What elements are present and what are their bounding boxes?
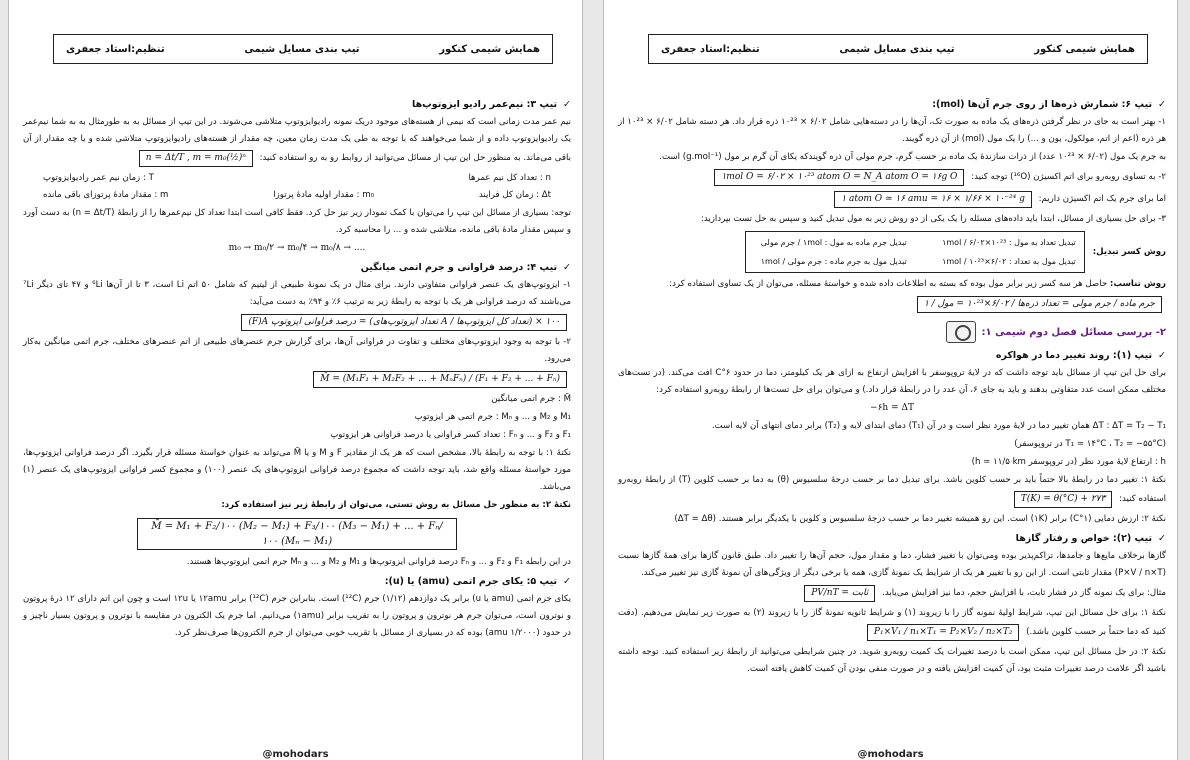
- kelvin-formula: T(K) = θ(°C) + ۲۷۳: [1014, 491, 1113, 508]
- tip5-title: ✓تیپ ۵: یکای جرم اتمی (amu) یا (u):: [384, 576, 571, 587]
- tip4-paragraph1: ۱- ایزوتوپ‌های یک عنصر فراوانی متفاوتی دارند. برای مثال در یک نمونهٔ طبیعی از لیتیم که شامل ۵۰ اتم Li است، ۳ تا از آن‌ها ⁶Li و ۴۷ تای دیگر ⁷Li می‌باشند که درصد فراوانی هر یک با توجه به رابطهٔ زیر به ترتیب ۶٪ و ۹۴٪ به دست می‌آید:: [23, 280, 572, 307]
- half-life-sequence: m₀ → m₀/۲ → m₀/۴ → m₀/۸ → ....: [228, 243, 366, 253]
- tip1-legend1: ΔT : ΔT = T₂ − T₁ همان تغییر دما در لایهٔ مورد نظر است و در آن (T₁) دمای ابتدای لایه و (T₂) برابر دمای انتهای آن لایه است.: [711, 421, 1166, 431]
- page-footer: @mohodars: [857, 749, 924, 760]
- header-left-title: همایش شیمی کنکور: [439, 43, 540, 55]
- tip1-title: ✓تیپ (۱): روند تغییر دما در هواکره: [995, 350, 1166, 361]
- tip4-legend1: M̄ : جرم اتمی میانگین: [491, 394, 571, 404]
- tip6-title: ✓تیپ ۶: شمارش ذره‌ها از روی جرم آن‌ها (mol):: [932, 99, 1166, 110]
- tip4-note2: نکتهٔ ۲: به منظور حل مسائل به روش تستی، می‌توان از رابطهٔ زیر نیز استفاده کرد:: [221, 500, 571, 510]
- tip3-title: ✓تیپ ۳: نیم‌عمر رادیو ایزوتوپ‌ها: [412, 99, 571, 110]
- atom-mass-formula: ۱ atom O ≃ ۱۶ amu = ۱۶ × ۱/۶۶ × ۱۰⁻²⁴ g: [834, 191, 1032, 208]
- proportion-method: روش تناسب: حاصل هر سه کسر زیر برابر مول بوده که بسته به اطلاعات داده شده و خواستهٔ مسئله، می‌توان از یک تساوی استفاده کرد:: [669, 279, 1166, 289]
- tip6-paragraph5: ۳- برای حل بسیاری از مسائل، ابتدا باید داده‌های مسئله را یک یکی از دو روش زیر به مول تبدیل کنید و سپس به حل تست بپردازید:: [700, 214, 1166, 224]
- page-footer: @mohodars: [262, 749, 329, 760]
- tip2-note1: نکتهٔ ۱: برای حل مسائل این تیپ، شرایط اولیهٔ نمونه گاز را با زیروند (۱) و شرایط ثانویه نمونهٔ گاز را با زیروند (۲) به صورت زیر نمایش می‌دهیم. (دقت کنید که دما حتماً بر حسب کلوین باشد.) P₁×V₁ / n₁×T₁ = P₂×V₂ / n₂×T₂: [618, 605, 1166, 643]
- gas-constant-formula: PV/nT = ثابت: [804, 585, 875, 602]
- shortcut-formula: M̄ = M₁ + F₂/۱۰۰ (M₂ − M₁) + F₃/۱۰۰ (M₃ − M₁) + ... + Fₙ/۱۰۰ (Mₙ − M₁): [137, 518, 457, 550]
- tip2-note2: نکتهٔ ۲: در حل مسائل این تیپ، ممکن است با درصد تغییرات یک کمیت روبه‌رو شوید. در چنین شرایطی می‌توانید از رابطهٔ زیر استفاده کنید. توجه داشته باشید اگر علامت درصد تغییرات مثبت بود، آن کمیت افزایش یافته و در صورت منفی بودن آن کمیت کاهش یافته است.: [618, 647, 1166, 674]
- conversion-method: [618, 229, 1166, 275]
- page-header: [648, 34, 1148, 64]
- tip1-legend3: h : ارتفاع لایهٔ مورد نظر (در تروپوسفر h ≃ ۱۱/۵ km): [971, 457, 1166, 467]
- magnifier-book-icon: [946, 321, 976, 343]
- chapter-section-heading: ۲- بررسی مسائل فصل دوم شیمی ۱:: [618, 321, 1166, 343]
- tip5-paragraph: یکای جرم اتمی (amu یا u) برابر یک دوازدهم (۱/۱۲) جرم (¹²C) است. بنابراین جرم (¹²C) برابر ۱۲amu یا ۱۲u است و چون این اتم دارای ۱۲ ذرهٔ پروتون و نوترون است، می‌توان جرم هر نوترون و پروتون را به تقریب برابر (۱amu) می‌دانیم. اما جرم یک الکترون در مقایسه با نوترون و پروتون بسیار ناچیز و در حدود (۱/۲۰۰۰ amu) بوده که در بسیاری از مسائل با تقریب خوبی می‌توان از جرم الکترون‌ها صرف‌نظر کرد.: [23, 594, 571, 638]
- tip1-paragraph: برای حل این تیپ از مسائل باید توجه داشت که در لایهٔ تروپوسفر با افزایش ارتفاع به ازای هر یک کیلومتر، دما در حدود ۶°C افت می‌کند. (در تست‌های مختلف ممکن است عدد متفاوتی بدهند و باید به جای ۶، آن عدد را در رابطهٔ قرار داد.) و می‌توان برای حل تست‌ها از رابطهٔ روبه‌رو استفاده کرد:: [618, 368, 1167, 395]
- combined-gas-formula: P₁×V₁ / n₁×T₁ = P₂×V₂ / n₂×T₂: [867, 624, 1020, 641]
- abundance-formula: (F)A درصد فراوانی ایزوتوپ = (تعداد ایزوتوپ‌های A / تعداد کل ایزوتوپ‌ها) × ۱۰۰: [241, 314, 567, 331]
- conversion-label: روش کسر تبدیل:: [1092, 246, 1166, 257]
- tip3-formula: n = Δt/T , m = m₀(½)ⁿ: [139, 150, 253, 167]
- header-right-title: تنظیم:استاد جعفری: [66, 43, 165, 55]
- tip3-legend-row2: Δt : زمان کل فرایند m₀ : مقدار اولیه مادهٔ پرتوزا m : مقدار مادهٔ پرتوزای باقی مانده: [43, 190, 551, 200]
- check-icon: ✓: [1158, 533, 1166, 544]
- tip6-paragraph2: به جرم یک مول (۶/۰۲ × ۱۰²³ عدد) از ذرات سازندهٔ یک ماده بر حسب گرم، جرم مولی آن ذره گویندکه یکای آن گرم بر مول (g.mol⁻¹) است.: [659, 152, 1166, 162]
- temp-change-formula: −۶h = ΔT: [870, 403, 914, 413]
- average-mass-formula: M̄ = (M₁F₁ + M₂F₂ + ... + MₙFₙ) / (F₁ + F₂ + ... + Fₙ): [313, 371, 567, 388]
- header-center-title: تیپ بندی مسایل شیمی: [839, 43, 955, 55]
- tip6-paragraph3: ۲- به تساوی روبه‌رو برای اتم اکسیژن (¹⁶O) توجه کنید: ۱mol O = ۶/۰۲ × ۱۰²³ atom O = N_A atom O = ۱۶g O: [618, 167, 1166, 188]
- check-icon: ✓: [1158, 99, 1166, 110]
- tip2-title: ✓تیپ (۲): خواص و رفتار گازها: [1015, 533, 1166, 544]
- tip3-note: توجه: بسیاری از مسائل این تیپ را می‌توان با کمک نمودار زیر نیز حل کرد. فقط کافی است ابتدا تعداد کل نیم‌عمرها را از رابطهٔ (n = Δt/T) به دست آورد و سپس مقدار مادهٔ باقی مانده، متلاشی شده و ... را محاسبه کرد.: [23, 208, 571, 235]
- page-header: [53, 34, 553, 64]
- right-page-content: [618, 94, 1166, 734]
- tip2-paragraph: گازها برخلاف مایع‌ها و جامدها، تراکم‌پذیر بوده ومی‌توان با تغییر فشار، دما و مقدار مول، حجم آن‌ها را تغییر داد. طبق قانون گازها برای همهٔ گازها نسبت (P×V / n×T) مقدار ثابتی است. از این رو با تغییر هر یک از شرایط یک نمونهٔ گازی، همه یا برخی دیگر از ویژگی‌های آن نمونهٔ گازی نیز تغییر می‌کند.: [618, 551, 1166, 578]
- tip1-note1: نکتهٔ ۱: تغییر دما در رابطهٔ بالا حتماً باید بر حسب کلوین باشد. برای تبدیل دما بر حسب درجهٔ سلسیوس (θ) به دما بر حسب کلوین (T) از رابطهٔ روبه‌رو استفاده کنید: T(K) = θ(°C) + ۲۷۳: [618, 472, 1166, 510]
- check-icon: ✓: [1158, 350, 1166, 361]
- header-right-title: تنظیم:استاد جعفری: [661, 43, 760, 55]
- tip4-paragraph3: در این رابطه F₁ و F₂ و ... و Fₙ درصد فراوانی ایزوتوپ‌ها و M₁ و M₂ و ... و Mₙ جرم اتمی ایزوتوپ‌ها هستند.: [186, 557, 571, 567]
- tip6-paragraph1: ۱- بهتر است به جای در نظر گرفتن ذره‌های یک ماده به صورت تک، آن‌ها را در دسته‌هایی شامل ۶/۰۲ × ۱۰²³ ذره قرار داد. هر دسته شامل ۶/۰۲ × ۱۰²³ از هر ذره (اعم از اتم، مولکول، یون و ...) را یک مول (mol) از آن ذره گویند.: [618, 117, 1167, 144]
- check-icon: ✓: [563, 262, 571, 273]
- tip1-legend2: (T₁ ≃ ۱۴°C ، T₂ ≃ −۵۵°C در تروپوسفر): [1014, 439, 1166, 449]
- tip4-legend2: M₁ و M₂ و ... و Mₙ : جرم اتمی هر ایزوتوپ: [414, 412, 571, 422]
- tip4-note1: نکتهٔ ۱: با توجه به رابطهٔ بالا، مشخص است که هر یک از مقادیر F و M و یا M̄ می‌تواند به عنوان خواستهٔ مسئله قرار بگیرد. اگر درصد فراوانی ایزوتوپ‌ها، مورد خواستهٔ مسئله واقع شد، باید توجه داشت که مجموع درصد فراوانی ایزوتوپ‌های یک عنصر (۱۰۰) و مجموع کسر فراوانی ایزوتوپ‌های یک عنصر (۱) می‌باشد.: [23, 448, 571, 492]
- tip2-example: مثال: برای یک نمونه گاز در فشار ثابت، با افزایش حجم، دما نیز افزایش می‌یابد. PV/nT = ثابت: [618, 583, 1166, 604]
- tip4-title: ✓تیپ ۴: درصد فراوانی و جرم اتمی میانگین: [360, 262, 571, 273]
- tip3-paragraph: نیم عمر مدت زمانی است که نیمی از هسته‌های موجود دریک نمونه رادیوایزوتوپ متلاشی می‌شوند. در این تیپ از مسائل به به طورمثال به به شما نیم‌عمر یک رادیوایزوتوپ داده و از شما می‌خواهند که با توجه به طی یک مدت زمان معین، چه مقدار از هسته‌های رادیوایزوتوپ متلاشی شده و یا چه مقدار از آن باقی می‌ماند. به منظور حل این تیپ از مسائل می‌توانید از روابط رو به رو استفاده کنید: n = Δt/T , m = m₀(½)ⁿ: [23, 114, 571, 169]
- left-page-content: [23, 94, 571, 734]
- tip4-paragraph2: ۲- با توجه به وجود ایزوتوپ‌های مختلف و تفاوت در فراوانی آن‌ها، برای گزارش جرم عنصرهای طبیعی از اتم عنصرهای مختلف، جرم اتمی میانگین به‌کار می‌رود.: [23, 337, 571, 364]
- conversion-box: تبدیل تعداد به مول : ۱mol / ۶/۰۲×۱۰²³ تبدیل جرم ماده به مول : ۱mol / جرم مولی تبدیل مول به تعداد : ۶/۰۲×۱۰²³ / ۱mol تبدیل مول به جرم ماده : جرم مولی / ۱mol: [745, 231, 1085, 273]
- tip4-legend3: F₁ و F₂ و ... و Fₙ : تعداد کسر فراوانی یا درصد فراوانی هر ایزوتوپ: [330, 430, 571, 440]
- mole-equality-formula: ۱mol O = ۶/۰۲ × ۱۰²³ atom O = N_A atom O = ۱۶g O: [714, 169, 964, 186]
- header-center-title: تیپ بندی مسایل شیمی: [244, 43, 360, 55]
- tip6-paragraph4: اما برای جرم یک اتم اکسیژن داریم: ۱ atom O ≃ ۱۶ amu = ۱۶ × ۱/۶۶ × ۱۰⁻²⁴ g: [618, 189, 1166, 210]
- tip3-legend-row1: n : تعداد کل نیم عمرها T : زمان نیم عمر رادیوایزوتوپ: [43, 173, 551, 183]
- proportion-formula: جرم ماده / جرم مولی = تعداد ذره‌ها / ۶/۰۲×۱۰²³ = مول / ۱: [917, 296, 1162, 313]
- header-left-title: همایش شیمی کنکور: [1034, 43, 1135, 55]
- right-page: [603, 0, 1178, 760]
- check-icon: ✓: [563, 99, 571, 110]
- check-icon: ✓: [563, 576, 571, 587]
- left-page: [8, 0, 583, 760]
- tip1-note2: نکتهٔ ۲: ارزش دمایی (۱°C) برابر (۱K) است. این رو همیشه تغییر دما بر حسب درجهٔ سلسیوس و کلوین با یکدیگر برابر هستند. (ΔT = Δθ): [674, 514, 1166, 524]
